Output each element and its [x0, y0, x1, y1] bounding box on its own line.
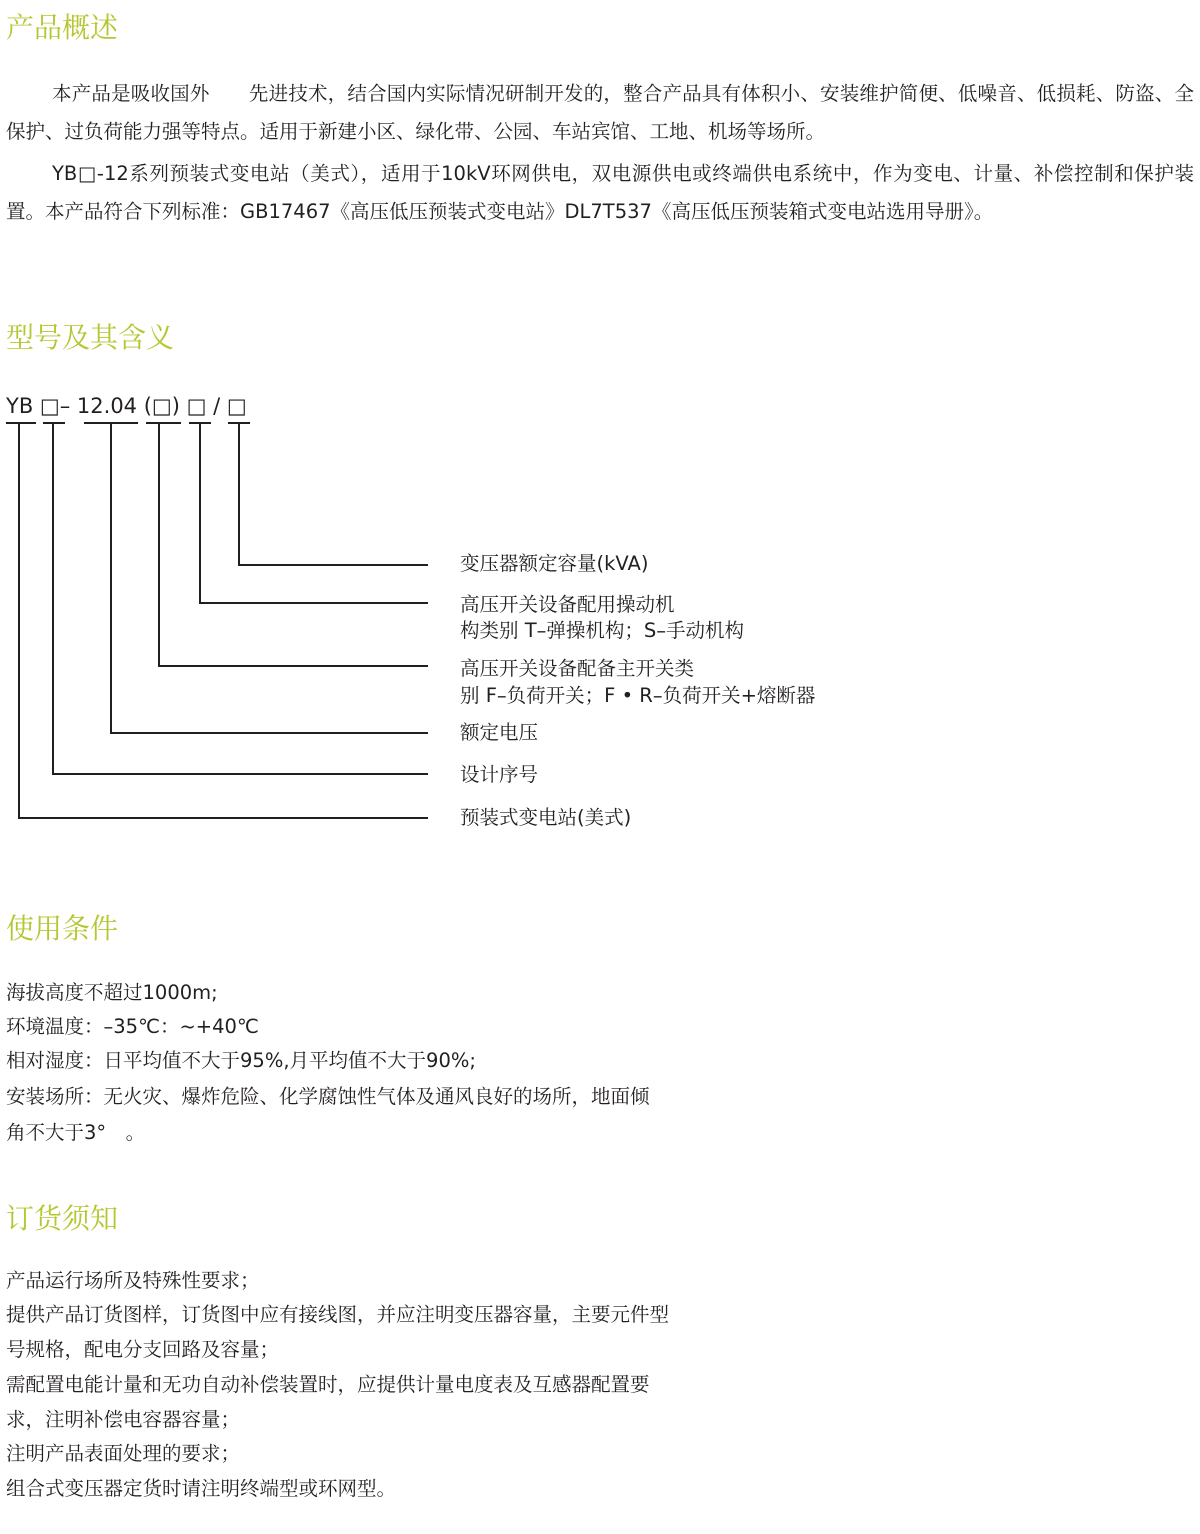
leader-mechanism-v: [199, 422, 201, 603]
underline-yb: [6, 422, 36, 424]
overview-paragraph-1: 本产品是吸收国外 先进技术，结合国内实际情况研制开发的，整合产品具有体积小、安装维护简便、低噪音、低损耗、防盗、全保护、过负荷能力强等特点。适用于新建小区、绿化带、公园、车站宾馆、工地、机场等场所。: [6, 82, 1194, 143]
conditions-line: 角不大于3° 。: [6, 1121, 146, 1144]
ordering-line: 号规格，配电分支回路及容量；: [6, 1338, 280, 1361]
conditions-line: 安装场所：无火灾、爆炸危险、化学腐蚀性气体及通风良好的场所，地面倾: [6, 1085, 650, 1108]
leader-mechanism-h: [199, 602, 428, 604]
leader-capacity-v: [238, 422, 240, 565]
label-capacity: 变压器额定容量(kVA): [460, 552, 649, 575]
leader-switch-v: [158, 422, 160, 666]
ordering-line: 需配置电能计量和无功自动补偿装置时，应提供计量电度表及互感器配置要: [6, 1373, 650, 1396]
label-mechanism-1: 高压开关设备配用操动机: [460, 593, 675, 616]
leader-design-h: [52, 773, 428, 775]
ordering-line: 求，注明补偿电容器容量；: [6, 1408, 241, 1431]
leader-capacity-h: [238, 564, 428, 566]
leader-voltage-v: [110, 422, 112, 733]
overview-heading: 产品概述: [6, 11, 119, 44]
ordering-line: 提供产品订货图样，订货图中应有接线图，并应注明变压器容量，主要元件型: [6, 1303, 670, 1326]
ordering-heading: 订货须知: [6, 1202, 119, 1235]
ordering-line: 产品运行场所及特殊性要求；: [6, 1269, 260, 1292]
conditions-line: 海拔高度不超过1000m;: [6, 981, 218, 1004]
leader-yb-v: [18, 422, 20, 818]
leader-yb-h: [18, 817, 428, 819]
underline-switch: [146, 422, 181, 424]
overview-paragraph-2: YB□-12系列预装式变电站（美式），适用于10kV环网供电，双电源供电或终端供电系统中，作为变电、计量、补偿控制和保护装置。本产品符合下列标准：GB17467《高压低压预装式变电站》DL7T537《高压低压预装箱式变电站选用导册》。: [6, 162, 1194, 223]
model-heading: 型号及其含义: [6, 321, 175, 354]
label-switch-2: 别 F–负荷开关；F • R–负荷开关+熔断器: [460, 684, 816, 707]
label-switch-1: 高压开关设备配备主开关类: [460, 657, 695, 680]
conditions-line: 相对湿度：日平均值不大于95%,月平均值不大于90%;: [6, 1049, 476, 1072]
underline-design: [43, 422, 65, 424]
ordering-line: 注明产品表面处理的要求；: [6, 1442, 241, 1465]
label-yb: 预装式变电站(美式): [460, 806, 632, 829]
label-mechanism-2: 构类别 T–弹操机构；S–手动机构: [460, 619, 744, 642]
leader-voltage-h: [110, 732, 428, 734]
ordering-line: 组合式变压器定货时请注明终端型或环网型。: [6, 1477, 397, 1500]
model-code: YB □– 12.04 (□) □ / □: [6, 394, 247, 418]
conditions-line: 环境温度：–35℃：~+40℃: [6, 1015, 259, 1038]
leader-switch-h: [158, 665, 428, 667]
label-voltage: 额定电压: [460, 721, 539, 744]
conditions-heading: 使用条件: [6, 912, 119, 945]
leader-design-v: [52, 422, 54, 774]
label-design: 设计序号: [460, 763, 539, 786]
